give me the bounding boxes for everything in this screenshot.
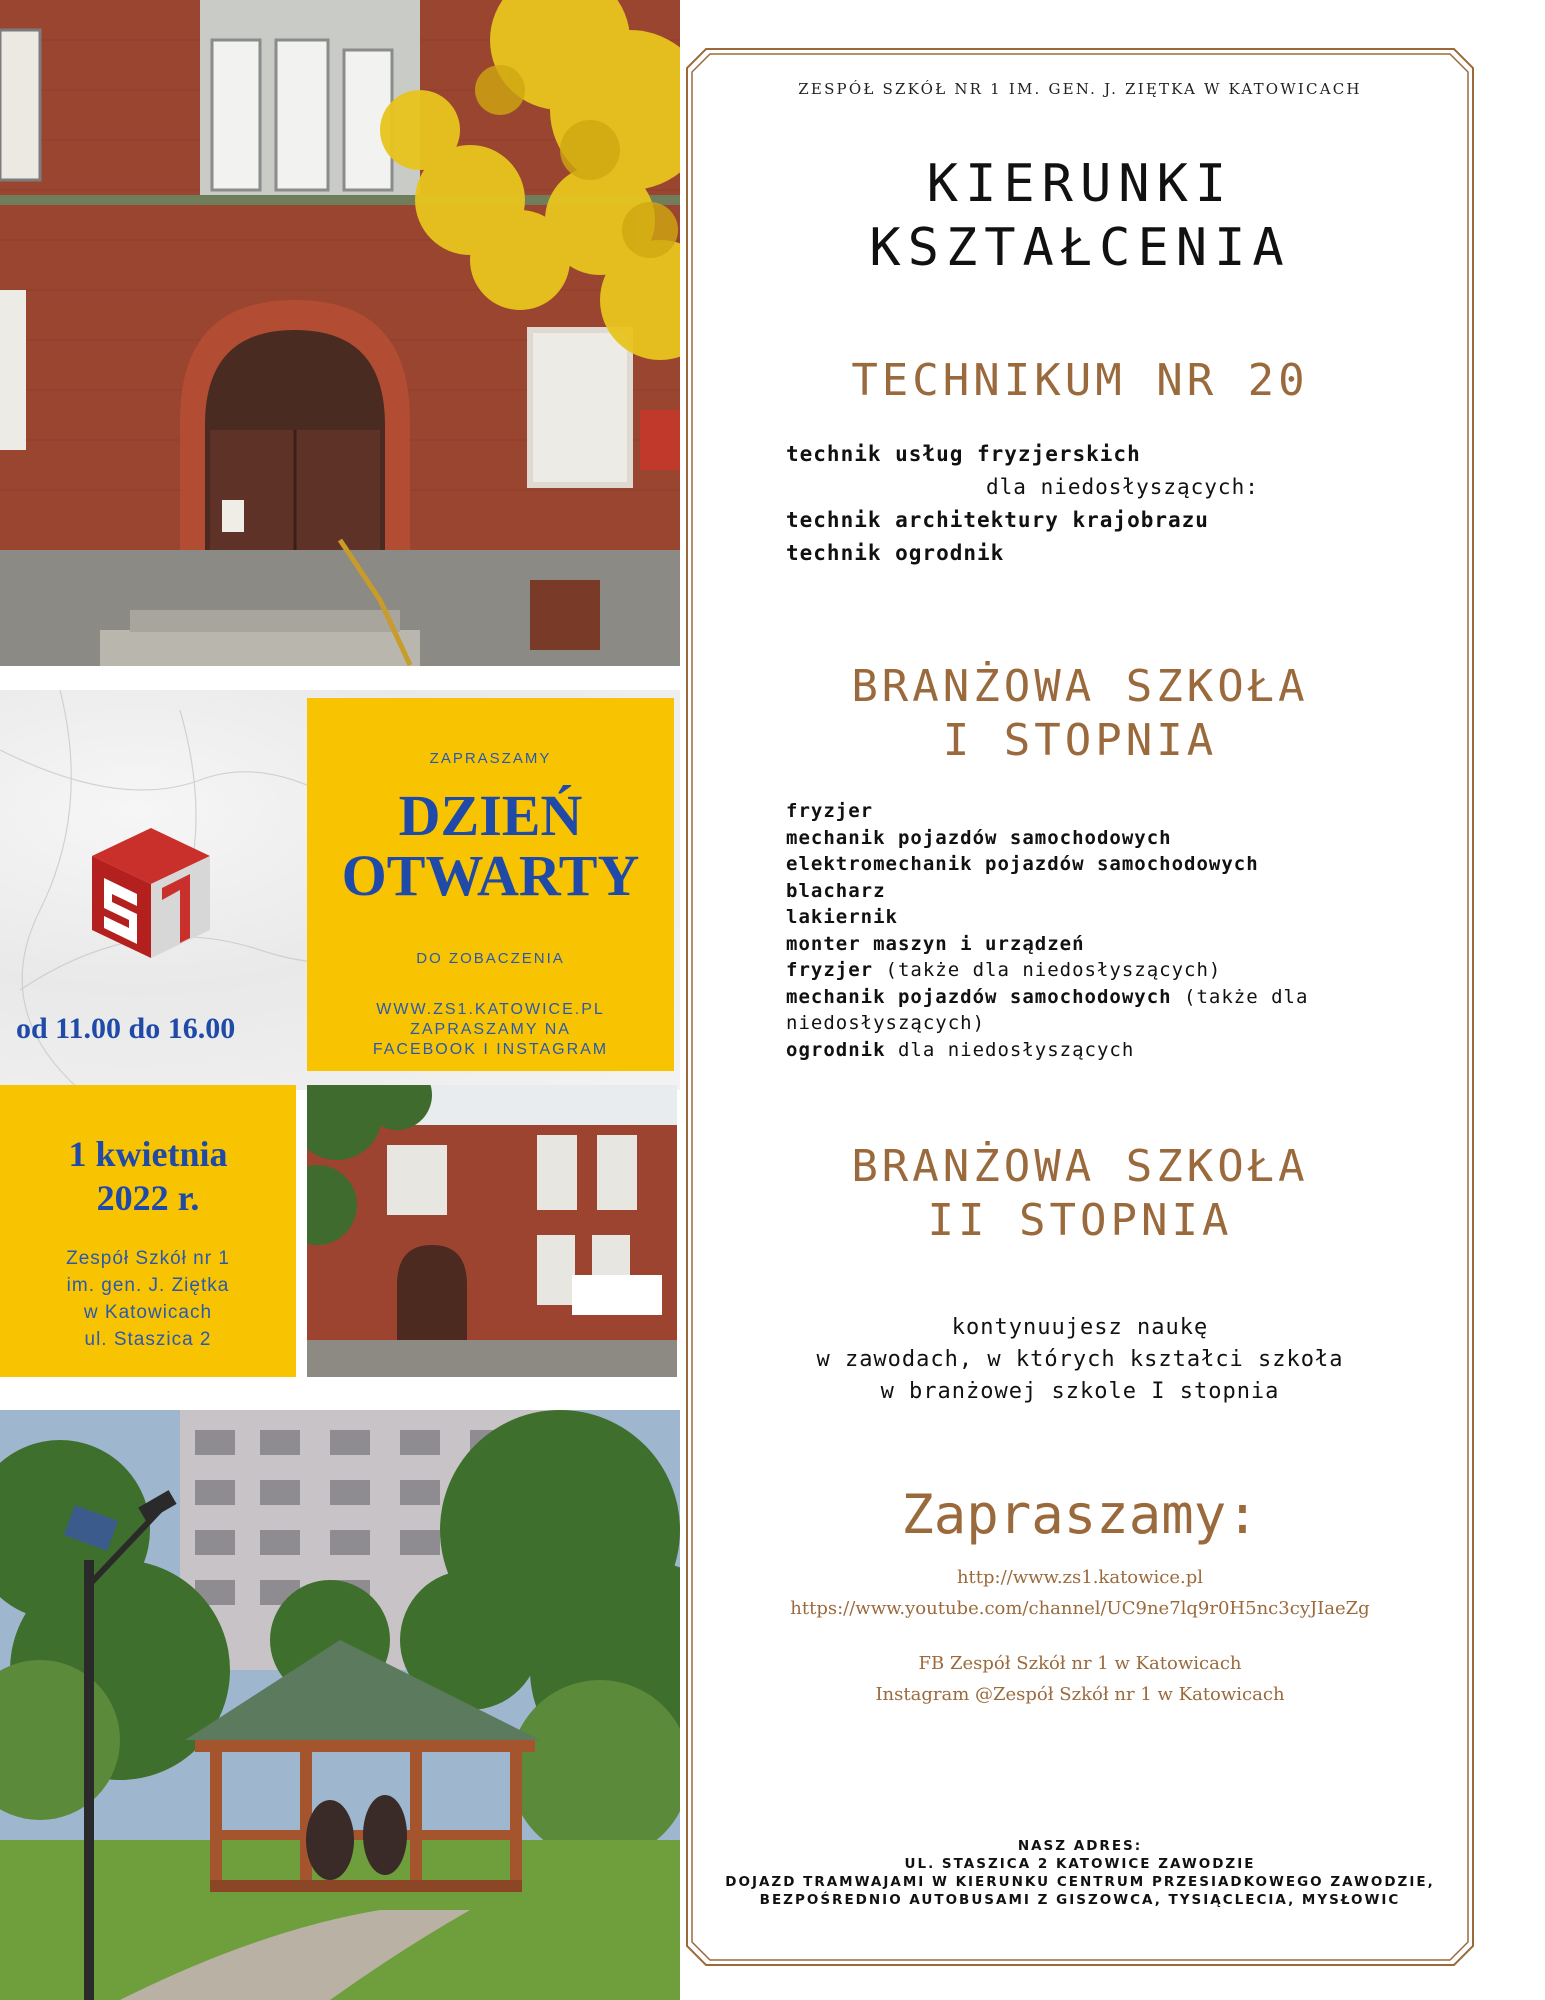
page-title-line1: KIERUNKI	[926, 154, 1234, 214]
list-item-name: fryzjer	[786, 959, 874, 981]
page-title-line2: KSZTAŁCENIA	[869, 218, 1291, 278]
gazebo-park-photo	[0, 1410, 680, 2000]
website-link[interactable]: WWW.ZS1.KATOWICE.PL	[376, 1001, 605, 1018]
website-info	[307, 1000, 674, 1060]
list-item: fryzjer	[786, 800, 874, 822]
open-day-title	[307, 783, 674, 908]
list-item: blacharz	[786, 879, 886, 902]
branzowa-2-description	[686, 1312, 1474, 1408]
open-day-title-line1: DZIEŃ	[398, 783, 583, 848]
list-item-continuation: niedosłyszących)	[786, 1012, 986, 1034]
branzowa-2-heading	[686, 1140, 1474, 1248]
list-note: dla niedosłyszących:	[986, 475, 1259, 499]
list-item	[786, 984, 1308, 1011]
website-link[interactable]: http://www.zs1.katowice.pl	[956, 1567, 1204, 1588]
school-building-photo	[307, 1085, 677, 1377]
description-line: kontynuujesz naukę	[951, 1315, 1209, 1340]
list-item: mechanik pojazdów samochodowych	[786, 826, 1172, 849]
open-day-title-line2: OTWARTY	[341, 843, 640, 908]
date-address-panel	[0, 1085, 296, 1377]
invite-heading: Zapraszamy:	[901, 1483, 1259, 1546]
list-item: technik ogrodnik	[786, 541, 1005, 565]
school-facade-photo	[0, 0, 680, 666]
social-platforms: FACEBOOK I INSTAGRAM	[372, 1041, 609, 1058]
description-line: w branżowej szkole I stopnia	[880, 1379, 1280, 1404]
youtube-link[interactable]: https://www.youtube.com/channel/UC9ne7lq9r0H5nc3cyJIaeZg	[790, 1598, 1370, 1619]
technikum-list	[786, 438, 1259, 570]
instagram-link[interactable]: Instagram @Zespół Szkół nr 1 w Katowicach	[875, 1684, 1285, 1705]
description-line: w zawodach, w których kształci szkoła	[816, 1347, 1344, 1372]
address-line: w Katowicach	[83, 1302, 213, 1323]
list-item: technik architektury krajobrazu	[786, 508, 1209, 532]
address-footer	[686, 1837, 1474, 1909]
opening-hours: od 11.00 do 16.00	[16, 1012, 236, 1045]
school-address	[0, 1245, 296, 1353]
branzowa-1-list	[786, 798, 1308, 1063]
page-title	[686, 152, 1474, 280]
list-item	[786, 1037, 1308, 1064]
footer-line: BEZPOŚREDNIO AUTOBUSAMI Z GISZOWCA, TYSIĄCLECIA, MYSŁOWIC	[759, 1892, 1401, 1908]
list-item-note: (także dla	[1171, 985, 1309, 1008]
address-line: Zespół Szkół nr 1	[66, 1248, 230, 1269]
address-line: im. gen. J. Ziętka	[66, 1275, 230, 1296]
list-item-name: ogrodnik	[786, 1038, 886, 1061]
school-logo	[92, 828, 210, 958]
social-invite-line: ZAPRASZAMY NA	[410, 1021, 571, 1038]
event-date	[0, 1132, 296, 1220]
list-item-name: mechanik pojazdów samochodowych	[786, 985, 1172, 1008]
contact-links	[686, 1562, 1474, 1710]
footer-line: DOJAZD TRAMWAJAMI W KIERUNKU CENTRUM PRZESIADKOWEGO ZAWODZIE,	[725, 1874, 1435, 1890]
list-item-note: (także dla niedosłyszących)	[873, 959, 1222, 981]
branzowa-2-heading-line1: BRANŻOWA SZKOŁA	[851, 1141, 1309, 1192]
list-item	[786, 957, 1308, 984]
event-date-day: 1 kwietnia	[68, 1134, 228, 1174]
list-item-note: dla niedosłyszących	[885, 1038, 1135, 1061]
list-item: technik usług fryzjerskich	[786, 442, 1141, 466]
see-you-label: DO ZOBACZENIA	[416, 950, 565, 967]
facebook-link[interactable]: FB Zespół Szkół nr 1 w Katowicach	[918, 1653, 1242, 1674]
event-date-year: 2022 r.	[96, 1178, 200, 1218]
school-name-header: ZESPÓŁ SZKÓŁ NR 1 IM. GEN. J. ZIĘTKA W KATOWICACH	[798, 80, 1362, 98]
list-item: lakiernik	[786, 906, 898, 928]
branzowa-2-heading-line2: II STOPNIA	[927, 1195, 1233, 1246]
list-item: elektromechanik pojazdów samochodowych	[786, 853, 1259, 875]
spacer	[686, 1624, 1474, 1648]
footer-line: UL. STASZICA 2 KATOWICE ZAWODZIE	[904, 1856, 1256, 1872]
branzowa-1-heading	[686, 660, 1474, 768]
address-line: ul. Staszica 2	[84, 1329, 212, 1350]
open-day-panel	[307, 698, 674, 1071]
list-item: monter maszyn i urządzeń	[786, 932, 1085, 955]
branzowa-1-heading-line2: I STOPNIA	[942, 715, 1218, 766]
footer-line: NASZ ADRES:	[1017, 1838, 1143, 1854]
technikum-heading: TECHNIKUM NR 20	[851, 355, 1309, 406]
branzowa-1-heading-line1: BRANŻOWA SZKOŁA	[851, 661, 1309, 712]
invite-small-label: ZAPRASZAMY	[429, 750, 552, 767]
